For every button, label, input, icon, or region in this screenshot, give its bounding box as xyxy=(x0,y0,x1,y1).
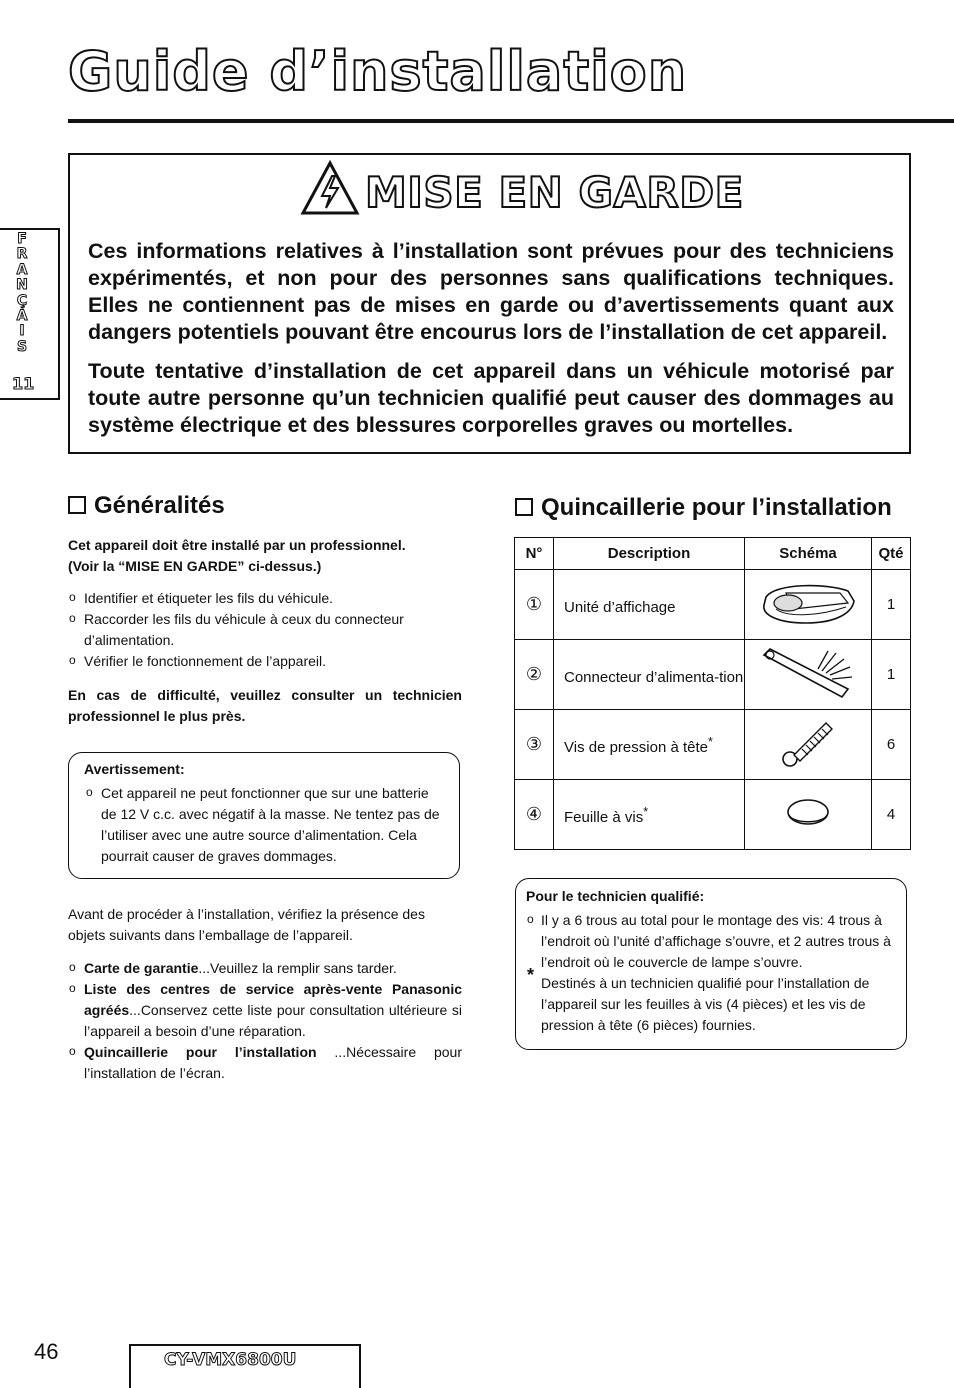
column-header: N° xyxy=(515,538,554,570)
row-description: Unité d’affichage xyxy=(554,570,745,640)
row-number: ① xyxy=(515,570,554,640)
side-tab-number: 11 xyxy=(12,374,35,393)
table-row xyxy=(515,710,911,780)
side-letter: F xyxy=(17,231,27,247)
generalites-list xyxy=(68,588,462,672)
table-header-row xyxy=(515,538,911,570)
language-side-tab xyxy=(0,228,60,400)
package-items-list xyxy=(68,958,462,1084)
page-title: Guide d’installation xyxy=(68,40,688,103)
display-unit-icon xyxy=(756,579,860,627)
row-description: Vis de pression à tête* xyxy=(554,710,745,780)
section-heading-quincaillerie xyxy=(515,494,892,522)
list-item: o Raccorder les fils du véhicule à ceux du connecteur d’alimentation. xyxy=(68,609,462,651)
side-letter: I xyxy=(19,323,25,340)
warning-paragraph: Ces informations relatives à l’installation sont prévues pour des techniciens expérimentés, et non pour des personnes sans qualifications techniques. Elles ne contiennent pas de mises en garde ou d’avertissements quant aux dangers potentiels pouvant être encourus lors de l’installation de cet appareil. xyxy=(88,239,894,344)
checkbox-square-icon xyxy=(515,498,533,516)
column-header: Schéma xyxy=(745,538,872,570)
row-schema xyxy=(745,780,872,850)
page-number: 46 xyxy=(34,1339,59,1364)
warning-paragraph: Toute tentative d’installation de cet appareil dans un véhicule motorisé par toute autre personne qu’un technicien qualifié peut causer des dommages au système électrique et des blessures corporelles graves ou mortelles. xyxy=(88,359,894,437)
item-desc: ...Veuillez la remplir sans tarder. xyxy=(198,960,397,976)
section-heading-text: Quincaillerie pour l’installation xyxy=(541,494,892,521)
footnote-star: * xyxy=(527,965,535,985)
item-name: Carte de garantie xyxy=(84,960,199,976)
intro-line: (Voir la “MISE EN GARDE” ci-dessus.) xyxy=(68,558,322,574)
package-intro: Avant de procéder à l’installation, vérifiez la présence des objets suivants dans l’emballage de l’appareil. xyxy=(68,906,425,943)
section-heading-generalites xyxy=(68,492,225,520)
row-qty: 1 xyxy=(872,640,911,710)
row-number: ③ xyxy=(515,710,554,780)
row-schema xyxy=(745,570,872,640)
list-item xyxy=(68,1042,462,1084)
warning-title: MISE EN GARDE xyxy=(365,168,744,217)
qualified-list xyxy=(526,910,900,973)
item-name: Liste des centres de service après-vente Panasonic agréés xyxy=(84,981,462,1018)
row-description: Feuille à vis* xyxy=(554,780,745,850)
generalites-intro xyxy=(68,535,462,577)
difficulty-note: En cas de difficulté, veuillez consulter un technicien professionnel le plus près. xyxy=(68,687,462,724)
side-letter: R xyxy=(16,246,28,263)
row-qty: 6 xyxy=(872,710,911,780)
side-tab-letters xyxy=(12,232,32,355)
hardware-table xyxy=(514,537,911,850)
electric-hazard-icon xyxy=(300,160,360,216)
checkbox-square-icon xyxy=(68,496,86,514)
row-qty: 1 xyxy=(872,570,911,640)
list-item: o Vérifier le fonctionnement de l’appareil. xyxy=(68,651,462,672)
column-header: Qté xyxy=(872,538,911,570)
screw-icon xyxy=(778,715,838,771)
list-item xyxy=(68,958,462,979)
side-letter: N xyxy=(16,277,28,294)
title-rule xyxy=(68,119,954,123)
side-letter: S xyxy=(16,338,28,355)
row-schema xyxy=(745,710,872,780)
avertissement-list xyxy=(70,783,446,867)
section-heading-text: Généralités xyxy=(94,492,225,519)
row-qty: 4 xyxy=(872,780,911,850)
side-letter: A xyxy=(16,308,28,325)
table-row xyxy=(515,780,911,850)
side-letter: Ç xyxy=(16,292,28,309)
qualified-note: Destinés à un technicien qualifié pour l’installation de l’appareil sur les feuilles à vis (4 pièces) et les vis de pression à tête (6 pièces) fournies. xyxy=(541,975,870,1033)
table-row xyxy=(515,570,911,640)
power-connector-icon xyxy=(758,645,858,701)
list-item xyxy=(68,979,462,1042)
row-description: Connecteur d’alimenta-tion xyxy=(554,640,745,710)
avertissement-title: Avertissement: xyxy=(84,761,185,777)
qualified-text: o Il y a 6 trous au total pour le montage des vis: 4 trous à l’endroit où l’unité d’affichage s’ouvre, et 2 autres trous à l’endroit où le couvercle de lampe s’ouvre. xyxy=(526,910,900,973)
row-number: ④ xyxy=(515,780,554,850)
qualified-title: Pour le technicien qualifié: xyxy=(526,888,705,904)
item-desc: ...Conservez cette liste pour consultation ultérieure si l’appareil a besoin d’une réparation. xyxy=(84,1002,462,1039)
screw-sheet-icon xyxy=(783,796,833,830)
intro-line: Cet appareil doit être installé par un professionnel. xyxy=(68,537,406,553)
row-number: ② xyxy=(515,640,554,710)
list-item: o Identifier et étiqueter les fils du véhicule. xyxy=(68,588,462,609)
avertissement-text: o Cet appareil ne peut fonctionner que sur une batterie de 12 V c.c. avec négatif à la masse. Ne tentez pas de l’utiliser avec une autre source d’alimentation. Cela pourrait causer de graves dommages. xyxy=(70,783,446,867)
column-header: Description xyxy=(554,538,745,570)
item-name: Quincaillerie pour l’installation xyxy=(84,1044,317,1060)
table-row xyxy=(515,640,911,710)
row-schema xyxy=(745,640,872,710)
side-letter: A xyxy=(16,261,28,278)
item-desc: ...Nécessaire pour l’installation de l’écran. xyxy=(84,1044,462,1081)
model-name: CY-VMX6800U xyxy=(164,1350,297,1370)
